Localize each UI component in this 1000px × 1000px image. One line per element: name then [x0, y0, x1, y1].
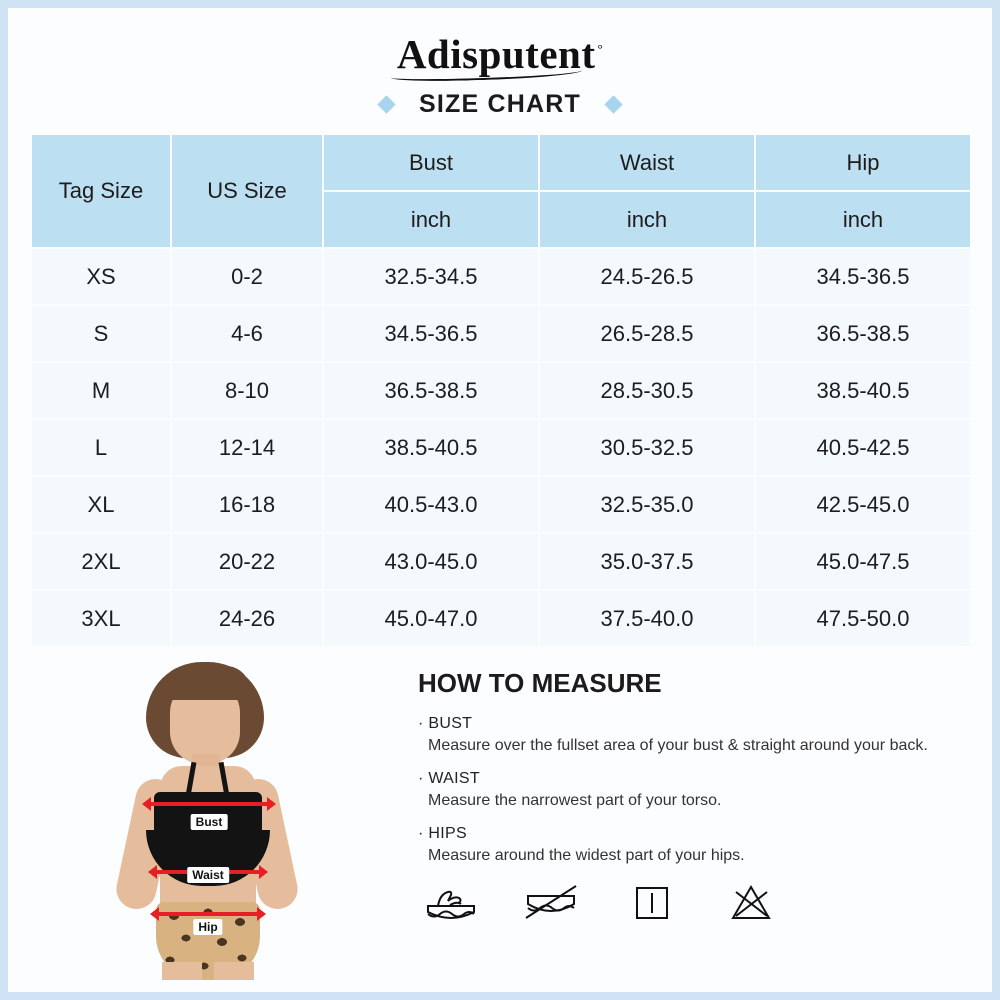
cell-hip: 36.5-38.5	[755, 305, 971, 362]
care-instructions	[418, 880, 974, 924]
hip-measure-label: Hip	[193, 919, 222, 935]
cell-us: 12-14	[171, 419, 323, 476]
table-row	[31, 248, 971, 305]
cell-tag: S	[31, 305, 171, 362]
cell-hip: 38.5-40.5	[755, 362, 971, 419]
cell-tag: 3XL	[31, 590, 171, 647]
measure-item-bust	[418, 715, 974, 756]
no-machine-wash-icon	[524, 880, 578, 924]
col-header-tag-size: Tag Size	[31, 134, 171, 248]
cell-bust: 38.5-40.5	[323, 419, 539, 476]
cell-bust: 36.5-38.5	[323, 362, 539, 419]
waist-measure-label: Waist	[187, 867, 229, 883]
cell-us: 0-2	[171, 248, 323, 305]
measure-term-hips: · HIPS	[418, 825, 467, 843]
cell-us: 16-18	[171, 476, 323, 533]
size-table	[30, 133, 972, 648]
tumble-dry-icon	[624, 880, 678, 924]
table-row	[31, 476, 971, 533]
col-header-us-size: US Size	[171, 134, 323, 248]
unit-waist: inch	[539, 191, 755, 248]
cell-us: 20-22	[171, 533, 323, 590]
cell-waist: 32.5-35.0	[539, 476, 755, 533]
size-chart-card	[8, 8, 992, 992]
col-header-hip: Hip	[755, 134, 971, 191]
table-row	[31, 533, 971, 590]
no-bleach-icon	[724, 880, 778, 924]
cell-us: 4-6	[171, 305, 323, 362]
cell-hip: 34.5-36.5	[755, 248, 971, 305]
cell-hip: 40.5-42.5	[755, 419, 971, 476]
col-header-bust: Bust	[323, 134, 539, 191]
bottom-section	[8, 662, 992, 982]
hand-wash-icon	[424, 880, 478, 924]
cell-tag: XS	[31, 248, 171, 305]
cell-hip: 42.5-45.0	[755, 476, 971, 533]
cell-waist: 24.5-26.5	[539, 248, 755, 305]
size-chart-title-row	[8, 90, 992, 119]
cell-waist: 35.0-37.5	[539, 533, 755, 590]
measure-item-waist	[418, 770, 974, 811]
measure-term-waist: · WAIST	[418, 770, 480, 788]
measure-desc-hips: Measure around the widest part of your hips.	[428, 847, 745, 865]
brand-name: Adisputent	[396, 31, 596, 77]
col-header-waist: Waist	[539, 134, 755, 191]
measure-term-bust: · BUST	[418, 715, 473, 732]
cell-us: 24-26	[171, 590, 323, 647]
cell-bust: 40.5-43.0	[323, 476, 539, 533]
bust-measure-line	[150, 802, 268, 806]
unit-bust: inch	[323, 191, 539, 248]
diamond-left-icon	[377, 95, 395, 113]
cell-bust: 43.0-45.0	[323, 533, 539, 590]
cell-us: 8-10	[171, 362, 323, 419]
cell-bust: 45.0-47.0	[323, 590, 539, 647]
cell-tag: M	[31, 362, 171, 419]
hip-measure-line	[158, 912, 258, 916]
bust-measure-label: Bust	[191, 814, 228, 830]
table-row	[31, 305, 971, 362]
measure-desc-waist: Measure the narrowest part of your torso.	[428, 792, 722, 810]
cell-bust: 34.5-36.5	[323, 305, 539, 362]
how-to-measure-title: HOW TO MEASURE	[418, 668, 662, 698]
cell-tag: L	[31, 419, 171, 476]
cell-waist: 26.5-28.5	[539, 305, 755, 362]
table-header-row-1	[31, 134, 971, 191]
cell-bust: 32.5-34.5	[323, 248, 539, 305]
brand-logo	[8, 30, 992, 84]
table-row	[31, 590, 971, 647]
table-row	[31, 419, 971, 476]
model-illustration	[82, 662, 332, 980]
unit-hip: inch	[755, 191, 971, 248]
diamond-right-icon	[604, 95, 622, 113]
cell-waist: 37.5-40.0	[539, 590, 755, 647]
cell-tag: 2XL	[31, 533, 171, 590]
cell-tag: XL	[31, 476, 171, 533]
cell-waist: 30.5-32.5	[539, 419, 755, 476]
table-row	[31, 362, 971, 419]
cell-hip: 47.5-50.0	[755, 590, 971, 647]
cell-waist: 28.5-30.5	[539, 362, 755, 419]
model-photo	[24, 662, 414, 982]
measure-desc-bust: Measure over the fullset area of your bust & straight around your back.	[428, 737, 928, 754]
brand-mark: °	[597, 41, 604, 57]
page-title: SIZE CHART	[419, 90, 581, 118]
measure-item-hips	[418, 825, 974, 866]
how-to-measure-panel	[414, 662, 992, 982]
cell-hip: 45.0-47.5	[755, 533, 971, 590]
